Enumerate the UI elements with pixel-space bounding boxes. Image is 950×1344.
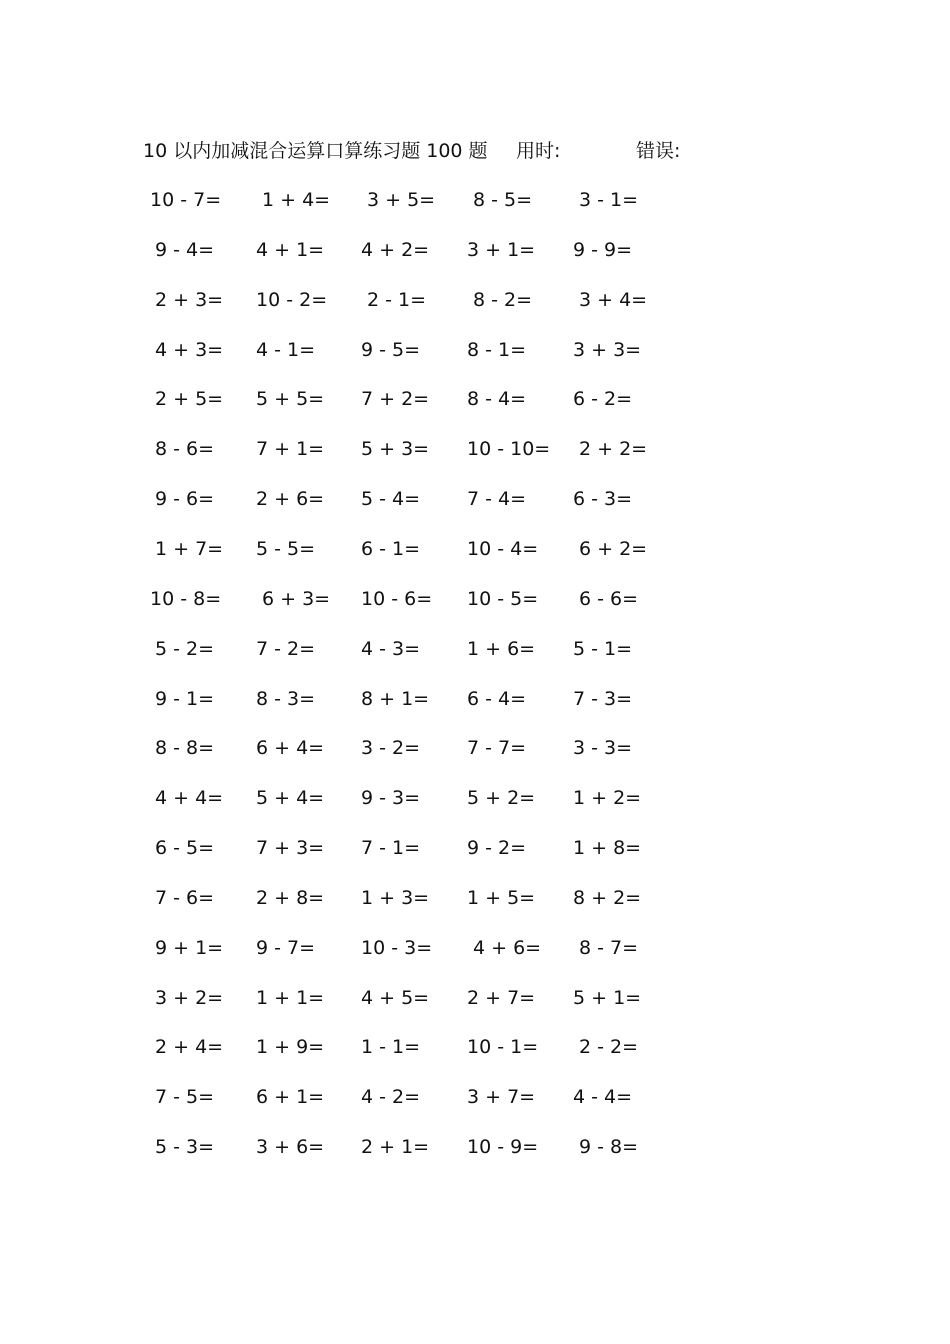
math-problem: 1 + 9= — [256, 1036, 325, 1058]
math-problem: 10 - 1= — [467, 1036, 539, 1058]
math-problem: 6 + 2= — [579, 538, 648, 560]
math-problem: 6 - 5= — [155, 837, 215, 859]
math-problem: 5 - 1= — [573, 638, 633, 660]
math-problem: 7 - 6= — [155, 887, 215, 909]
math-problem: 9 - 7= — [256, 937, 316, 959]
math-problem: 3 + 7= — [467, 1086, 536, 1108]
math-problem: 4 - 1= — [256, 339, 316, 361]
math-problem: 1 + 1= — [256, 987, 325, 1009]
math-problem: 2 + 2= — [579, 438, 648, 460]
math-problem: 1 - 1= — [361, 1036, 421, 1058]
math-problem: 9 - 9= — [573, 239, 633, 261]
math-problem: 9 - 2= — [467, 837, 527, 859]
math-problem: 3 + 6= — [256, 1136, 325, 1158]
math-problem: 4 + 1= — [256, 239, 325, 261]
math-problem: 2 + 3= — [155, 289, 224, 311]
math-problem: 7 - 3= — [573, 688, 633, 710]
math-problem: 4 + 2= — [361, 239, 430, 261]
math-problem: 10 - 5= — [467, 588, 539, 610]
math-problem: 3 + 5= — [367, 189, 436, 211]
math-problem: 9 - 4= — [155, 239, 215, 261]
math-problem: 6 - 2= — [573, 388, 633, 410]
math-problem: 7 - 4= — [467, 488, 527, 510]
math-problem: 8 - 1= — [467, 339, 527, 361]
math-problem: 4 + 5= — [361, 987, 430, 1009]
math-problem: 10 - 6= — [361, 588, 433, 610]
math-problem: 2 - 1= — [367, 289, 427, 311]
math-problem: 8 - 8= — [155, 737, 215, 759]
math-problem: 6 - 1= — [361, 538, 421, 560]
math-problem: 2 + 7= — [467, 987, 536, 1009]
errors-label: 错误: — [636, 140, 681, 162]
math-problem: 6 - 6= — [579, 588, 639, 610]
math-problem: 5 + 3= — [361, 438, 430, 460]
math-problem: 9 + 1= — [155, 937, 224, 959]
math-problem: 8 + 2= — [573, 887, 642, 909]
math-problem: 6 + 1= — [256, 1086, 325, 1108]
math-problem: 2 + 6= — [256, 488, 325, 510]
math-problem: 7 + 3= — [256, 837, 325, 859]
math-problem: 10 - 8= — [150, 588, 222, 610]
math-problem: 6 + 3= — [262, 588, 331, 610]
math-problem: 9 - 6= — [155, 488, 215, 510]
math-problem: 8 - 6= — [155, 438, 215, 460]
math-problem: 1 + 2= — [573, 787, 642, 809]
math-problem: 5 + 5= — [256, 388, 325, 410]
math-problem: 2 + 5= — [155, 388, 224, 410]
math-problem: 8 - 3= — [256, 688, 316, 710]
math-problem: 10 - 2= — [256, 289, 328, 311]
math-problem: 2 + 8= — [256, 887, 325, 909]
math-problem: 8 - 4= — [467, 388, 527, 410]
math-problem: 4 - 3= — [361, 638, 421, 660]
math-problem: 6 - 3= — [573, 488, 633, 510]
math-problem: 6 - 4= — [467, 688, 527, 710]
math-problem: 10 - 10= — [467, 438, 551, 460]
math-problem: 7 - 5= — [155, 1086, 215, 1108]
math-problem: 3 + 2= — [155, 987, 224, 1009]
math-problem: 9 - 1= — [155, 688, 215, 710]
math-problem: 5 + 4= — [256, 787, 325, 809]
math-problem: 7 + 1= — [256, 438, 325, 460]
math-problem: 7 - 1= — [361, 837, 421, 859]
math-problem: 1 + 6= — [467, 638, 536, 660]
math-problem: 9 - 3= — [361, 787, 421, 809]
math-problem: 4 - 2= — [361, 1086, 421, 1108]
math-problem: 3 - 1= — [579, 189, 639, 211]
math-problem: 2 + 1= — [361, 1136, 430, 1158]
math-problem: 10 - 4= — [467, 538, 539, 560]
math-problem: 10 - 9= — [467, 1136, 539, 1158]
math-problem: 6 + 4= — [256, 737, 325, 759]
math-problem: 4 - 4= — [573, 1086, 633, 1108]
math-problem: 5 + 1= — [573, 987, 642, 1009]
math-problem: 3 - 2= — [361, 737, 421, 759]
math-problem: 3 + 3= — [573, 339, 642, 361]
math-problem: 8 - 7= — [579, 937, 639, 959]
math-problem: 2 + 4= — [155, 1036, 224, 1058]
math-problem: 1 + 5= — [467, 887, 536, 909]
math-problem: 5 - 4= — [361, 488, 421, 510]
math-problem: 8 - 2= — [473, 289, 533, 311]
math-problem: 4 + 4= — [155, 787, 224, 809]
math-problem: 1 + 3= — [361, 887, 430, 909]
math-problem: 4 + 6= — [473, 937, 542, 959]
math-problem: 1 + 8= — [573, 837, 642, 859]
math-problem: 5 - 5= — [256, 538, 316, 560]
math-problem: 1 + 4= — [262, 189, 331, 211]
math-problem: 7 + 2= — [361, 388, 430, 410]
math-problem: 8 - 5= — [473, 189, 533, 211]
math-problem: 7 - 2= — [256, 638, 316, 660]
math-problem: 3 + 1= — [467, 239, 536, 261]
math-problem: 3 - 3= — [573, 737, 633, 759]
math-problem: 2 - 2= — [579, 1036, 639, 1058]
math-problem: 10 - 7= — [150, 189, 222, 211]
worksheet-title: 10 以内加减混合运算口算练习题 100 题 — [143, 140, 488, 162]
math-problem: 1 + 7= — [155, 538, 224, 560]
math-problem: 5 - 3= — [155, 1136, 215, 1158]
math-problem: 10 - 3= — [361, 937, 433, 959]
math-problem: 9 - 5= — [361, 339, 421, 361]
math-problem: 7 - 7= — [467, 737, 527, 759]
math-problem: 8 + 1= — [361, 688, 430, 710]
math-problem: 4 + 3= — [155, 339, 224, 361]
math-problem: 5 + 2= — [467, 787, 536, 809]
math-problem: 9 - 8= — [579, 1136, 639, 1158]
math-problem: 5 - 2= — [155, 638, 215, 660]
math-problem: 3 + 4= — [579, 289, 648, 311]
time-used-label: 用时: — [516, 140, 561, 162]
